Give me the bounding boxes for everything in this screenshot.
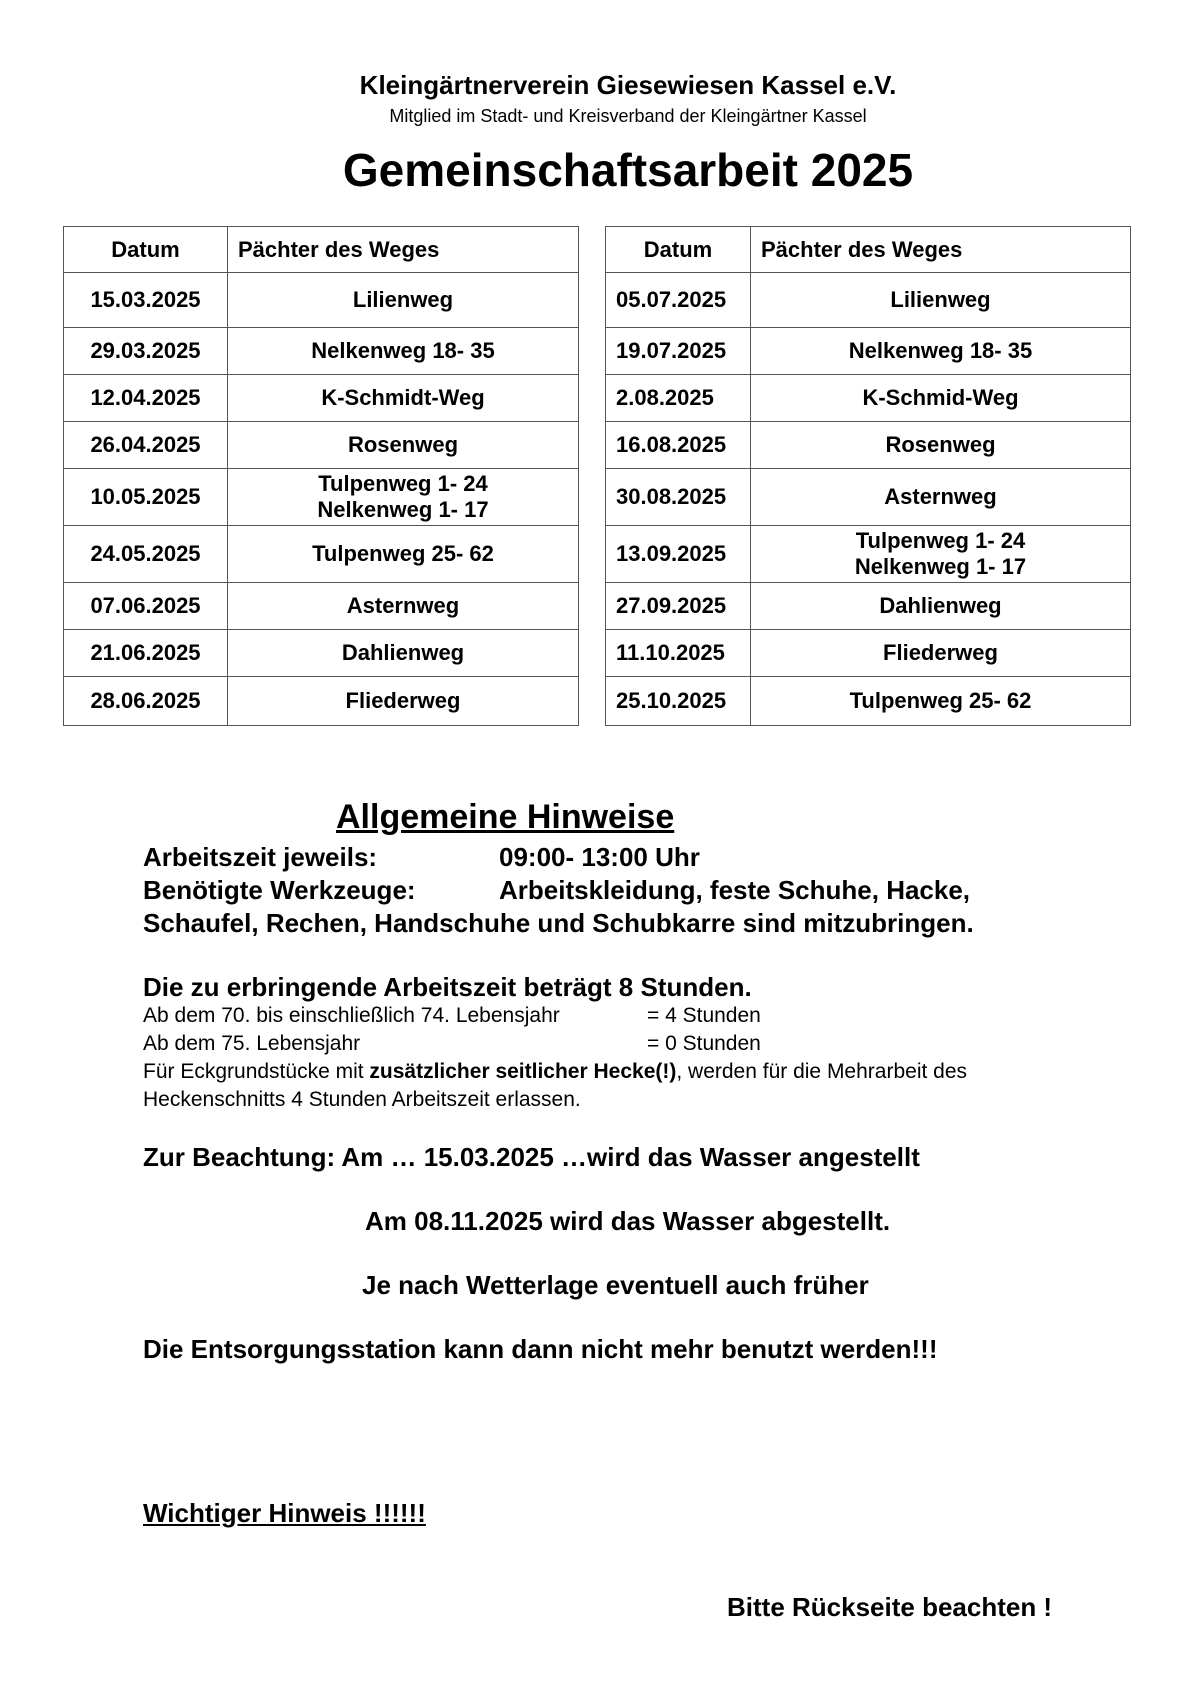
wichtiger-hinweis: Wichtiger Hinweis !!!!!! <box>143 1498 426 1528</box>
path-name: Nelkenweg 1- 17 <box>854 554 1027 579</box>
table-row <box>606 422 1131 469</box>
org-name: Kleingärtnerverein Giesewiesen Kassel e.V. <box>359 70 897 100</box>
table-row <box>64 526 579 583</box>
path-name: Dahlienweg <box>341 640 465 665</box>
path-name: K-Schmidt-Weg <box>321 385 485 410</box>
date-cell: 27.09.2025 <box>606 583 751 630</box>
path-cell <box>751 469 1131 526</box>
table-header-row <box>64 227 579 273</box>
path-name: Lilienweg <box>890 287 991 312</box>
table-row <box>64 422 579 469</box>
path-name: Tulpenweg 1- 24 <box>318 471 488 496</box>
path-cell <box>228 273 579 328</box>
org-subtitle: Mitglied im Stadt- und Kreisverband der Kleingärtner Kassel <box>389 106 867 126</box>
table-row <box>606 469 1131 526</box>
table-row <box>64 630 579 677</box>
hinweise-heading: Allgemeine Hinweise <box>336 798 675 836</box>
path-name: Tulpenweg 25- 62 <box>312 541 494 566</box>
schedule-table-left <box>63 226 579 726</box>
date-cell: 19.07.2025 <box>606 328 751 375</box>
path-cell <box>228 328 579 375</box>
path-name: Nelkenweg 18- 35 <box>848 338 1033 363</box>
path-name: Rosenweg <box>347 432 459 457</box>
path-name: Asternweg <box>884 484 997 509</box>
path-cell <box>751 328 1131 375</box>
page-title: Gemeinschaftsarbeit 2025 <box>342 144 914 196</box>
path-cell <box>228 422 579 469</box>
path-cell <box>751 677 1131 726</box>
arbeitszeit-label: Arbeitszeit jeweils: <box>143 842 378 872</box>
date-cell: 2.08.2025 <box>606 375 751 422</box>
table-row <box>64 273 579 328</box>
path-name: Lilienweg <box>352 287 454 312</box>
wetter-text: Je nach Wetterlage eventuell auch früher <box>362 1270 869 1300</box>
date-cell: 28.06.2025 <box>64 677 228 726</box>
date-cell: 16.08.2025 <box>606 422 751 469</box>
table-row <box>606 273 1131 328</box>
header-paechter: Pächter des Weges <box>228 227 579 273</box>
entsorgung-text: Die Entsorgungsstation kann dann nicht mehr benutzt werden!!! <box>143 1334 938 1364</box>
table-header-row <box>606 227 1131 273</box>
date-cell: 13.09.2025 <box>606 526 751 583</box>
date-cell: 10.05.2025 <box>64 469 228 526</box>
date-cell: 21.06.2025 <box>64 630 228 677</box>
path-cell <box>228 677 579 726</box>
path-cell <box>751 526 1131 583</box>
path-name: Dahlienweg <box>879 593 1002 618</box>
path-cell <box>751 630 1131 677</box>
table-row <box>606 375 1131 422</box>
path-cell <box>228 630 579 677</box>
date-cell: 05.07.2025 <box>606 273 751 328</box>
table-row <box>64 469 579 526</box>
header-datum: Datum <box>606 227 751 273</box>
eck-post: , werden für die Mehrarbeit des <box>676 1060 968 1083</box>
age75-label: Ab dem 75. Lebensjahr <box>143 1032 361 1055</box>
date-cell: 12.04.2025 <box>64 375 228 422</box>
path-name: Fliederweg <box>883 640 998 665</box>
stunden-text: Die zu erbringende Arbeitszeit beträgt 8 Stunden. <box>143 972 752 1002</box>
table-row <box>606 328 1131 375</box>
age70-value: = 4 Stunden <box>647 1004 761 1027</box>
age70-label: Ab dem 70. bis einschließlich 74. Lebensjahr <box>143 1004 560 1027</box>
path-cell <box>228 375 579 422</box>
path-cell <box>751 273 1131 328</box>
header-paechter: Pächter des Weges <box>751 227 1131 273</box>
werkzeuge-line2: Schaufel, Rechen, Handschuhe und Schubkarre sind mitzubringen. <box>143 908 974 938</box>
date-cell: 15.03.2025 <box>64 273 228 328</box>
table-row <box>64 677 579 726</box>
date-cell: 24.05.2025 <box>64 526 228 583</box>
eck-bold: zusätzlicher seitlicher Hecke(!) <box>369 1060 677 1083</box>
eckgrundstuecke-line2: Heckenschnitts 4 Stunden Arbeitszeit erlassen. <box>143 1088 581 1111</box>
path-cell <box>751 422 1131 469</box>
date-cell: 29.03.2025 <box>64 328 228 375</box>
age75-value: = 0 Stunden <box>647 1032 761 1055</box>
path-cell <box>228 469 579 526</box>
path-cell <box>751 375 1131 422</box>
table-row <box>606 583 1131 630</box>
werkzeuge-label: Benötigte Werkzeuge: <box>143 875 416 905</box>
beachtung-text: Zur Beachtung: Am … 15.03.2025 …wird das Wasser angestellt <box>143 1142 920 1172</box>
table-row <box>64 583 579 630</box>
path-name: Nelkenweg 18- 35 <box>311 338 495 363</box>
path-name: Tulpenweg 1- 24 <box>855 528 1026 553</box>
table-row <box>606 526 1131 583</box>
date-cell: 30.08.2025 <box>606 469 751 526</box>
date-cell: 07.06.2025 <box>64 583 228 630</box>
path-cell <box>228 583 579 630</box>
table-row <box>606 630 1131 677</box>
path-name: Rosenweg <box>885 432 996 457</box>
date-cell: 26.04.2025 <box>64 422 228 469</box>
date-cell: 25.10.2025 <box>606 677 751 726</box>
eckgrundstuecke-line1 <box>143 1060 967 1084</box>
rueckseite-hinweis: Bitte Rückseite beachten ! <box>727 1592 1053 1622</box>
table-row <box>606 677 1131 726</box>
table-row <box>64 375 579 422</box>
path-name: Tulpenweg 25- 62 <box>849 688 1032 713</box>
schedule-table-right <box>605 226 1131 726</box>
path-name: Fliederweg <box>345 688 461 713</box>
abgestellt-text: Am 08.11.2025 wird das Wasser abgestellt. <box>365 1206 891 1236</box>
werkzeuge-value: Arbeitskleidung, feste Schuhe, Hacke, <box>499 875 971 905</box>
path-cell <box>751 583 1131 630</box>
table-row <box>64 328 579 375</box>
eck-pre: Für Eckgrundstücke mit <box>143 1060 370 1083</box>
arbeitszeit-value: 09:00- 13:00 Uhr <box>499 842 700 872</box>
path-name: K-Schmid-Weg <box>862 385 1019 410</box>
date-cell: 11.10.2025 <box>606 630 751 677</box>
header-datum: Datum <box>64 227 228 273</box>
path-cell <box>228 526 579 583</box>
path-name: Nelkenweg 1- 17 <box>317 497 489 522</box>
path-name: Asternweg <box>346 593 460 618</box>
